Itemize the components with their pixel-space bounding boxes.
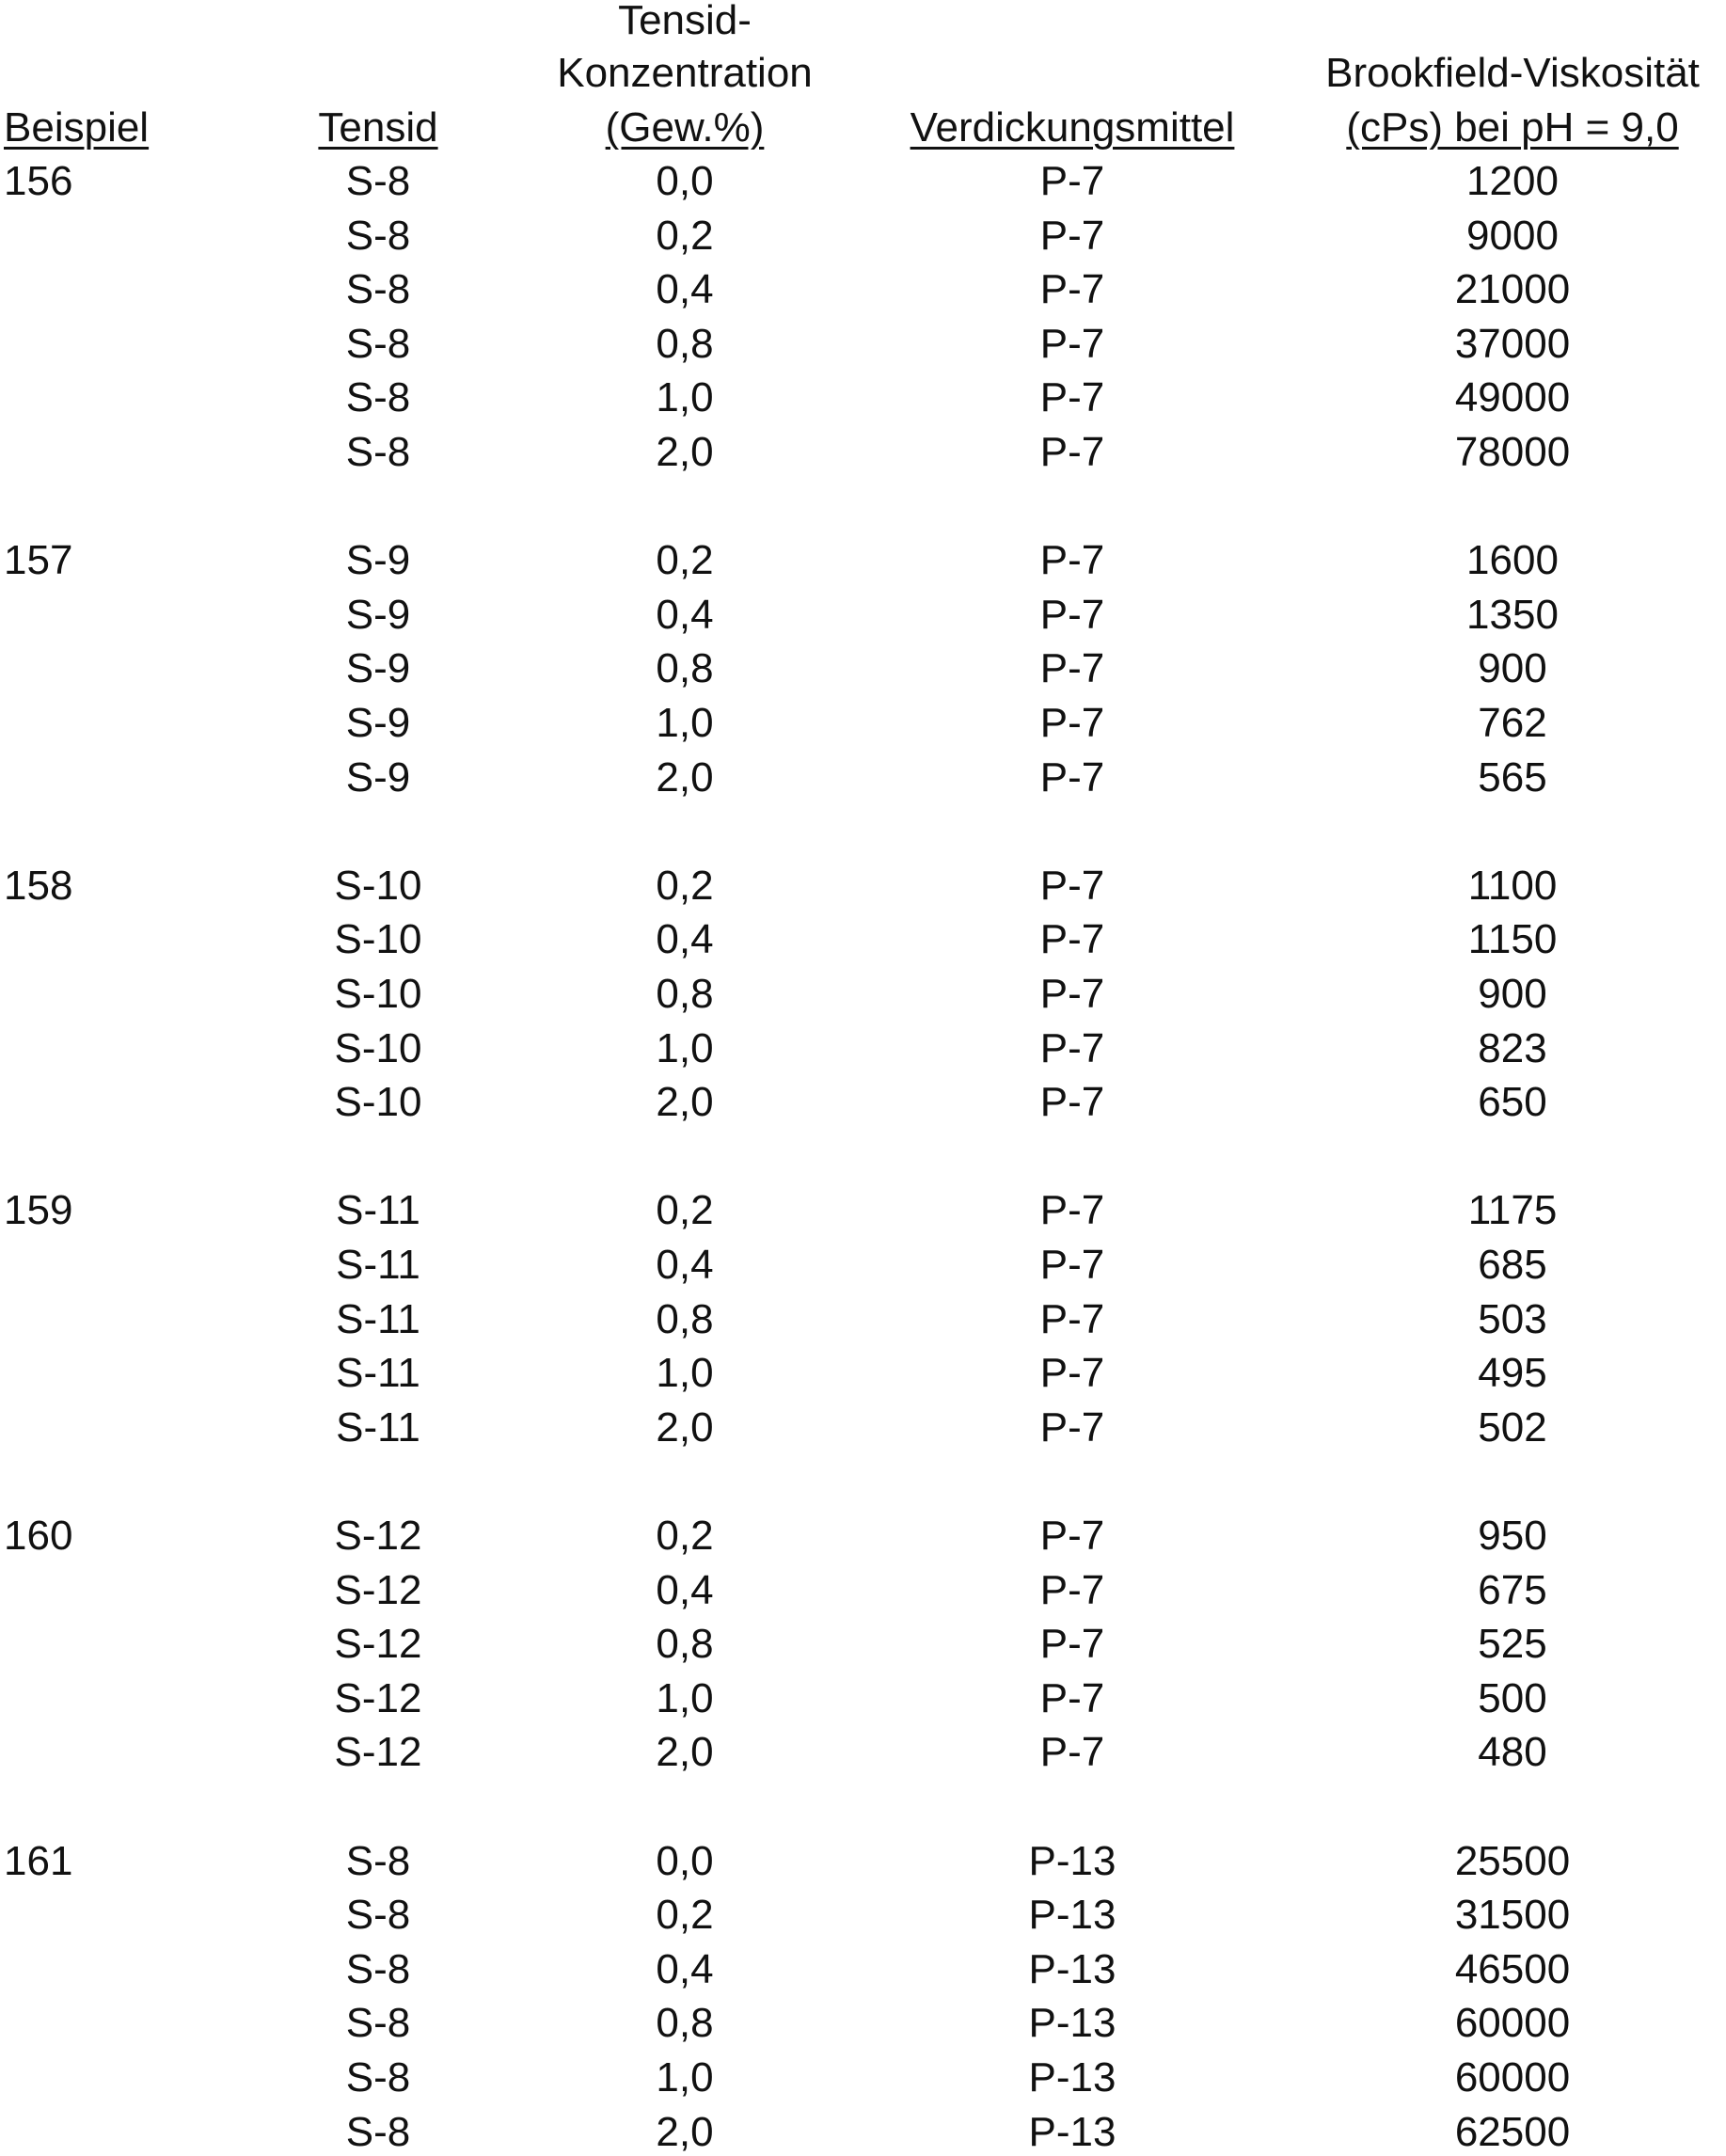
- konzentration-cell: 2,0: [656, 757, 713, 799]
- tensid-cell: S-9: [346, 757, 410, 799]
- viskositaet-cell: 950: [1478, 1515, 1546, 1557]
- tensid-cell: S-10: [335, 974, 422, 1015]
- tensid-cell: S-8: [346, 324, 410, 365]
- verdickungsmittel-cell: P-7: [1040, 1028, 1104, 1070]
- tensid-cell: S-11: [336, 1299, 420, 1340]
- tensid-cell: S-11: [336, 1407, 420, 1449]
- verdickungsmittel-cell: P-7: [1040, 1732, 1104, 1773]
- konzentration-cell: 2,0: [656, 1407, 713, 1449]
- beispiel-cell: 158: [4, 865, 72, 907]
- konzentration-cell: 0,2: [656, 865, 713, 907]
- tensid-cell: S-12: [335, 1732, 422, 1773]
- verdickungsmittel-cell: P-7: [1040, 757, 1104, 799]
- verdickungsmittel-cell: P-7: [1040, 865, 1104, 907]
- viskositaet-cell: 46500: [1455, 1949, 1570, 1990]
- konzentration-cell: 0,4: [656, 1949, 713, 1990]
- tensid-cell: S-12: [335, 1678, 422, 1720]
- verdickungsmittel-cell: P-7: [1040, 161, 1104, 202]
- konzentration-cell: 0,0: [656, 1841, 713, 1882]
- viskositaet-cell: 525: [1478, 1624, 1546, 1665]
- konzentration-cell: 1,0: [656, 2057, 713, 2099]
- tensid-cell: S-8: [346, 2003, 410, 2044]
- viskositaet-cell: 685: [1478, 1244, 1546, 1286]
- konzentration-cell: 0,8: [656, 1299, 713, 1340]
- viskositaet-cell: 60000: [1455, 2003, 1570, 2044]
- verdickungsmittel-cell: P-7: [1040, 1515, 1104, 1557]
- tensid-cell: S-8: [346, 1894, 410, 1936]
- tensid-cell: S-10: [335, 1028, 422, 1070]
- tensid-cell: S-8: [346, 2112, 410, 2153]
- viskositaet-cell: 495: [1478, 1353, 1546, 1394]
- konzentration-cell: 0,4: [656, 1244, 713, 1286]
- viskositaet-cell: 25500: [1455, 1841, 1570, 1882]
- viskositaet-cell: 762: [1478, 703, 1546, 744]
- konzentration-cell: 1,0: [656, 1353, 713, 1394]
- konzentration-cell: 0,4: [656, 269, 713, 310]
- viskositaet-cell: 1350: [1466, 594, 1559, 636]
- tensid-cell: S-12: [335, 1570, 422, 1611]
- tensid-cell: S-8: [346, 1949, 410, 1990]
- viskositaet-cell: 78000: [1455, 432, 1570, 473]
- konzentration-cell: 0,8: [656, 2003, 713, 2044]
- verdickungsmittel-cell: P-7: [1040, 1407, 1104, 1449]
- konzentration-cell: 0,2: [656, 540, 713, 581]
- konzentration-cell: 2,0: [656, 1082, 713, 1123]
- viskositaet-cell: 9000: [1466, 215, 1559, 257]
- verdickungsmittel-cell: P-7: [1040, 1190, 1104, 1231]
- verdickungsmittel-cell: P-13: [1029, 2003, 1116, 2044]
- tensid-cell: S-8: [346, 432, 410, 473]
- verdickungsmittel-cell: P-7: [1040, 1244, 1104, 1286]
- verdickungsmittel-cell: P-13: [1029, 1894, 1116, 1936]
- konzentration-cell: 2,0: [656, 1732, 713, 1773]
- viskositaet-cell: 37000: [1455, 324, 1570, 365]
- tensid-cell: S-8: [346, 1841, 410, 1882]
- header-konzentration-line3: (Gew.%): [606, 107, 765, 149]
- verdickungsmittel-cell: P-13: [1029, 1949, 1116, 1990]
- header-viskositaet-line1: Brookfield-Viskosität: [1325, 53, 1700, 94]
- verdickungsmittel-cell: P-7: [1040, 432, 1104, 473]
- verdickungsmittel-cell: P-7: [1040, 1082, 1104, 1123]
- konzentration-cell: 1,0: [656, 1028, 713, 1070]
- beispiel-cell: 157: [4, 540, 72, 581]
- viskositaet-cell: 502: [1478, 1407, 1546, 1449]
- beispiel-cell: 156: [4, 161, 72, 202]
- header-viskositaet-line2: (cPs) bei pH = 9,0: [1346, 107, 1678, 149]
- tensid-cell: S-11: [336, 1244, 420, 1286]
- verdickungsmittel-cell: P-7: [1040, 594, 1104, 636]
- konzentration-cell: 2,0: [656, 2112, 713, 2153]
- beispiel-cell: 161: [4, 1841, 72, 1882]
- konzentration-cell: 0,8: [656, 324, 713, 365]
- tensid-cell: S-9: [346, 540, 410, 581]
- viskositaet-cell: 900: [1478, 974, 1546, 1015]
- viskositaet-cell: 1200: [1466, 161, 1559, 202]
- tensid-cell: S-10: [335, 865, 422, 907]
- verdickungsmittel-cell: P-7: [1040, 703, 1104, 744]
- konzentration-cell: 1,0: [656, 703, 713, 744]
- tensid-cell: S-12: [335, 1515, 422, 1557]
- header-konzentration-line1: Tensid-: [618, 0, 752, 41]
- verdickungsmittel-cell: P-7: [1040, 648, 1104, 690]
- konzentration-cell: 0,2: [656, 215, 713, 257]
- viskositaet-cell: 1175: [1468, 1190, 1558, 1231]
- tensid-cell: S-8: [346, 2057, 410, 2099]
- verdickungsmittel-cell: P-13: [1029, 1841, 1116, 1882]
- konzentration-cell: 0,8: [656, 648, 713, 690]
- tensid-cell: S-10: [335, 1082, 422, 1123]
- viskositaet-cell: 1100: [1468, 865, 1558, 907]
- konzentration-cell: 0,4: [656, 594, 713, 636]
- konzentration-cell: 1,0: [656, 377, 713, 419]
- konzentration-cell: 0,2: [656, 1515, 713, 1557]
- header-konzentration-line2: Konzentration: [557, 53, 813, 94]
- konzentration-cell: 0,2: [656, 1190, 713, 1231]
- viskositaet-cell: 21000: [1455, 269, 1570, 310]
- tensid-cell: S-10: [335, 919, 422, 960]
- viskositaet-cell: 60000: [1455, 2057, 1570, 2099]
- viskositaet-cell: 650: [1478, 1082, 1546, 1123]
- tensid-cell: S-9: [346, 594, 410, 636]
- tensid-cell: S-8: [346, 215, 410, 257]
- verdickungsmittel-cell: P-7: [1040, 377, 1104, 419]
- tensid-cell: S-12: [335, 1624, 422, 1665]
- tensid-cell: S-8: [346, 269, 410, 310]
- header-beispiel: Beispiel: [4, 107, 149, 149]
- viskositaet-cell: 31500: [1455, 1894, 1570, 1936]
- viskositaet-cell: 480: [1478, 1732, 1546, 1773]
- konzentration-cell: 0,8: [656, 974, 713, 1015]
- viskositaet-cell: 1150: [1468, 919, 1558, 960]
- viskositaet-cell: 1600: [1466, 540, 1559, 581]
- konzentration-cell: 0,8: [656, 1624, 713, 1665]
- tensid-cell: S-11: [336, 1190, 420, 1231]
- verdickungsmittel-cell: P-7: [1040, 215, 1104, 257]
- verdickungsmittel-cell: P-7: [1040, 1624, 1104, 1665]
- verdickungsmittel-cell: P-13: [1029, 2057, 1116, 2099]
- beispiel-cell: 160: [4, 1515, 72, 1557]
- konzentration-cell: 0,2: [656, 1894, 713, 1936]
- tensid-cell: S-8: [346, 377, 410, 419]
- verdickungsmittel-cell: P-7: [1040, 269, 1104, 310]
- verdickungsmittel-cell: P-7: [1040, 1353, 1104, 1394]
- tensid-cell: S-9: [346, 648, 410, 690]
- verdickungsmittel-cell: P-7: [1040, 1678, 1104, 1720]
- verdickungsmittel-cell: P-7: [1040, 1299, 1104, 1340]
- konzentration-cell: 2,0: [656, 432, 713, 473]
- konzentration-cell: 1,0: [656, 1678, 713, 1720]
- konzentration-cell: 0,4: [656, 1570, 713, 1611]
- verdickungsmittel-cell: P-7: [1040, 324, 1104, 365]
- viskositaet-cell: 675: [1478, 1570, 1546, 1611]
- viskositaet-cell: 500: [1478, 1678, 1546, 1720]
- header-verdickungsmittel: Verdickungsmittel: [911, 107, 1235, 149]
- header-tensid: Tensid: [318, 107, 437, 149]
- konzentration-cell: 0,4: [656, 919, 713, 960]
- verdickungsmittel-cell: P-7: [1040, 1570, 1104, 1611]
- tensid-cell: S-9: [346, 703, 410, 744]
- konzentration-cell: 0,0: [656, 161, 713, 202]
- viskositaet-cell: 62500: [1455, 2112, 1570, 2153]
- viskositaet-cell: 823: [1478, 1028, 1546, 1070]
- tensid-cell: S-11: [336, 1353, 420, 1394]
- viskositaet-cell: 565: [1478, 757, 1546, 799]
- tensid-cell: S-8: [346, 161, 410, 202]
- viskositaet-cell: 49000: [1455, 377, 1570, 419]
- viskositaet-cell: 503: [1478, 1299, 1546, 1340]
- verdickungsmittel-cell: P-7: [1040, 540, 1104, 581]
- viskositaet-cell: 900: [1478, 648, 1546, 690]
- beispiel-cell: 159: [4, 1190, 72, 1231]
- verdickungsmittel-cell: P-13: [1029, 2112, 1116, 2153]
- verdickungsmittel-cell: P-7: [1040, 919, 1104, 960]
- verdickungsmittel-cell: P-7: [1040, 974, 1104, 1015]
